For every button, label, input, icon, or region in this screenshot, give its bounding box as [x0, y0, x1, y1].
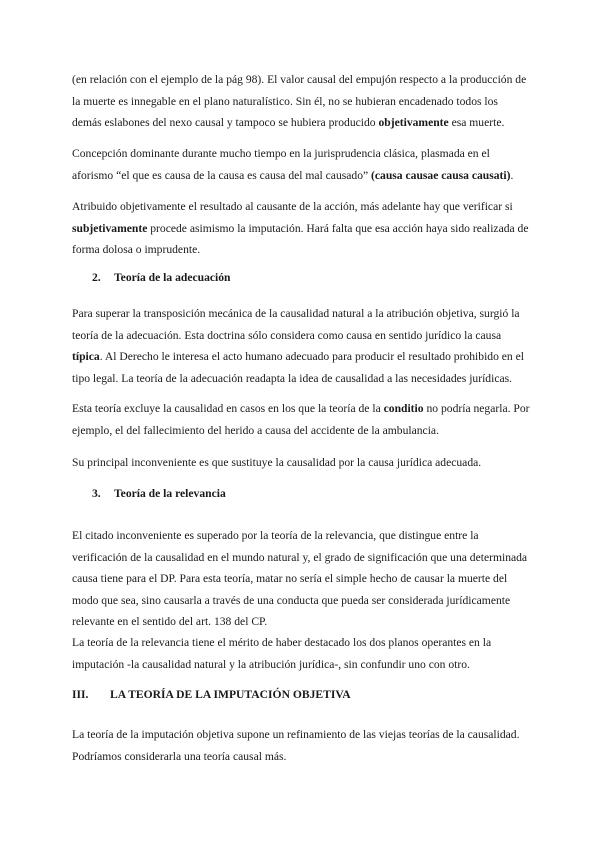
- paragraph-concepcion: Concepción dominante durante mucho tiempo en la jurisprudencia clásica, plasmada en el aforismo “el que es causa de la causa es causa del mal causado” (causa causae causa causati).: [72, 147, 514, 182]
- emphasis-conditio: conditio: [383, 402, 424, 415]
- paragraph-subjetivamente: Atribuido objetivamente el resultado al causante de la acción, más adelante hay que verificar si subjetivamente procede asimismo la imputación. Hará falta que esa acción haya sido realizada de forma dolosa o imprudente.: [72, 200, 529, 256]
- paragraph-inconveniente: Su principal inconveniente es que sustituye la causalidad por la causa jurídica adecuada.: [72, 456, 482, 469]
- emphasis-objetivamente: objetivamente: [378, 116, 449, 129]
- paragraph-adecuacion: Para superar la transposición mecánica de la causalidad natural a la atribución objetiva, surgió la teoría de la adecuación. Esta doctrina sólo considera como causa en sentido jurídico la causa típica. Al Derecho le interesa el acto humano adecuado para producir el resultado prohibido en el tipo legal. La teoría de la adecuación readapta la idea de causalidad a las necesidades jurídicas.: [72, 307, 524, 385]
- emphasis-subjetivamente: subjetivamente: [72, 221, 148, 235]
- section-heading-relevancia: 3. Teoría de la relevancia: [92, 487, 226, 500]
- emphasis-tipica: típica: [72, 350, 100, 363]
- section-heading-adecuacion: 2. Teoría de la adecuación: [92, 271, 231, 284]
- paragraph-empujon: (en relación con el ejemplo de la pág 98). El valor causal del empujón respecto a la producción de la muerte es innegable en el plano naturalístico. Sin él, no se hubieran encadenado todos los demás eslabones del nexo causal y tampoco se hubiera producido objetivamente esa muerte.: [72, 73, 527, 129]
- paragraph-imputacion: La teoría de la imputación objetiva supone un refinamiento de las viejas teorías de la causalidad. Podríamos considerarla una teoría causal más.: [72, 728, 520, 763]
- paragraph-conditio: Esta teoría excluye la causalidad en casos en los que la teoría de la conditio no podría negarla. Por ejemplo, el del fallecimiento del herido a causa del accidente de la ambulancia.: [72, 402, 530, 437]
- paragraph-relevancia: El citado inconveniente es superado por la teoría de la relevancia, que distingue entre la verificación de la causalidad en el mundo natural y, el grado de significación que una determinada causa tiene para el DP. Para esta teoría, matar no sería el simple hecho de causar la muerte del modo que sea, sino causarla a través de una conducta que pueda ser considerada jurídicamente relevante en el sentido del art. 138 del CP.: [72, 529, 528, 628]
- chapter-heading-imputacion: III. LA TEORÍA DE LA IMPUTACIÓN OBJETIVA: [72, 688, 351, 701]
- paragraph-merito: La teoría de la relevancia tiene el mérito de haber destacado los dos planos operantes en la imputación -la causalidad natural y la atribución jurídica-, sin confundir uno con otro.: [72, 636, 492, 671]
- emphasis-latin-maxim: (causa causae causa causati): [371, 168, 511, 182]
